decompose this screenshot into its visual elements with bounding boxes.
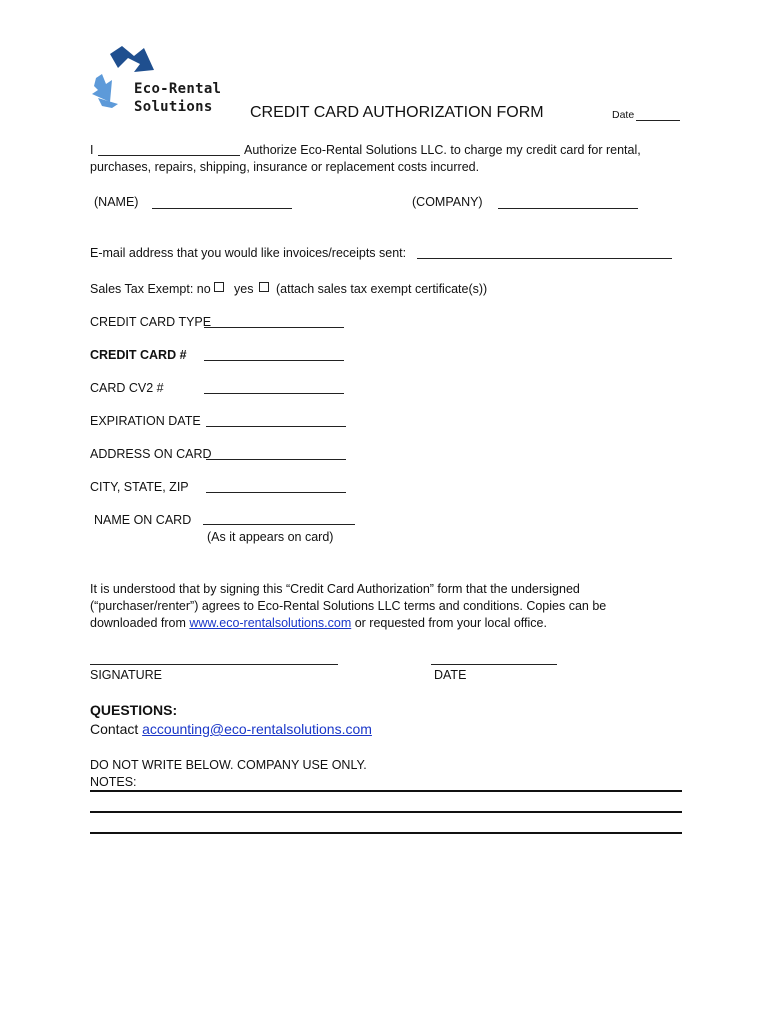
company-logo [88,44,228,120]
terms-line3 [90,615,547,632]
notes-label: NOTES: [90,775,137,789]
card-number-label: CREDIT CARD # [90,348,187,362]
logo-text-line1: Eco-Rental [134,81,222,97]
logo-text-line2: Solutions [134,99,213,115]
contact-email-link[interactable]: accounting@eco-rentalsolutions.com [142,721,372,737]
notes-rule-3 [90,832,682,834]
tax-exempt-no-checkbox[interactable] [214,282,224,292]
name-on-card-label: NAME ON CARD [94,513,192,527]
intro-prefix: I [90,143,94,157]
company-label: (COMPANY) [412,195,483,209]
questions-heading: QUESTIONS: [90,702,178,718]
signature-date-field[interactable] [431,664,557,665]
contact-prefix: Contact [90,721,143,737]
expiration-label: EXPIRATION DATE [90,414,201,428]
website-link[interactable]: www.eco-rentalsolutions.com [189,616,352,630]
address-field[interactable] [206,459,346,460]
name-field[interactable] [152,208,292,209]
notes-rule-1 [90,790,682,792]
tax-exempt-yes-checkbox[interactable] [259,282,269,292]
expiration-field[interactable] [206,426,346,427]
tax-exempt-label: Sales Tax Exempt: no [90,282,211,296]
contact-line [90,721,372,737]
date-label: Date [612,109,635,121]
terms-line3-prefix: downloaded from [90,616,190,630]
tax-exempt-attach-note: (attach sales tax exempt certificate(s)) [276,282,488,296]
terms-line2: (“purchaser/renter”) agrees to Eco-Rental Solutions LLC terms and conditions. Copies can be [90,599,607,613]
email-field[interactable] [417,258,672,259]
card-type-label: CREDIT CARD TYPE [90,315,212,329]
terms-line1: It is understood that by signing this “Credit Card Authorization” form that the undersigned [90,582,580,596]
cv2-field[interactable] [204,393,344,394]
authorizer-name-field[interactable] [98,155,240,156]
cv2-label: CARD CV2 # [90,381,164,395]
card-number-field[interactable] [204,360,344,361]
form-title: CREDIT CARD AUTHORIZATION FORM [250,104,544,121]
signature-date-label: DATE [434,668,467,682]
city-state-zip-label: CITY, STATE, ZIP [90,480,189,494]
name-on-card-hint: (As it appears on card) [207,530,334,544]
email-label: E-mail address that you would like invoices/receipts sent: [90,246,407,260]
terms-line3-suffix: or requested from your local office. [351,616,547,630]
company-field[interactable] [498,208,638,209]
company-use-notice: DO NOT WRITE BELOW. COMPANY USE ONLY. [90,758,367,772]
notes-rule-2 [90,811,682,813]
signature-field[interactable] [90,664,338,665]
name-on-card-field[interactable] [203,524,355,525]
address-label: ADDRESS ON CARD [90,447,212,461]
tax-exempt-yes-label: yes [234,282,254,296]
name-label: (NAME) [94,195,139,209]
intro-line2: purchases, repairs, shipping, insurance or replacement costs incurred. [90,160,480,174]
city-state-zip-field[interactable] [206,492,346,493]
signature-label: SIGNATURE [90,668,162,682]
intro-line1: Authorize Eco-Rental Solutions LLC. to charge my credit card for rental, [244,143,641,157]
card-type-field[interactable] [204,327,344,328]
date-field[interactable] [636,120,680,121]
